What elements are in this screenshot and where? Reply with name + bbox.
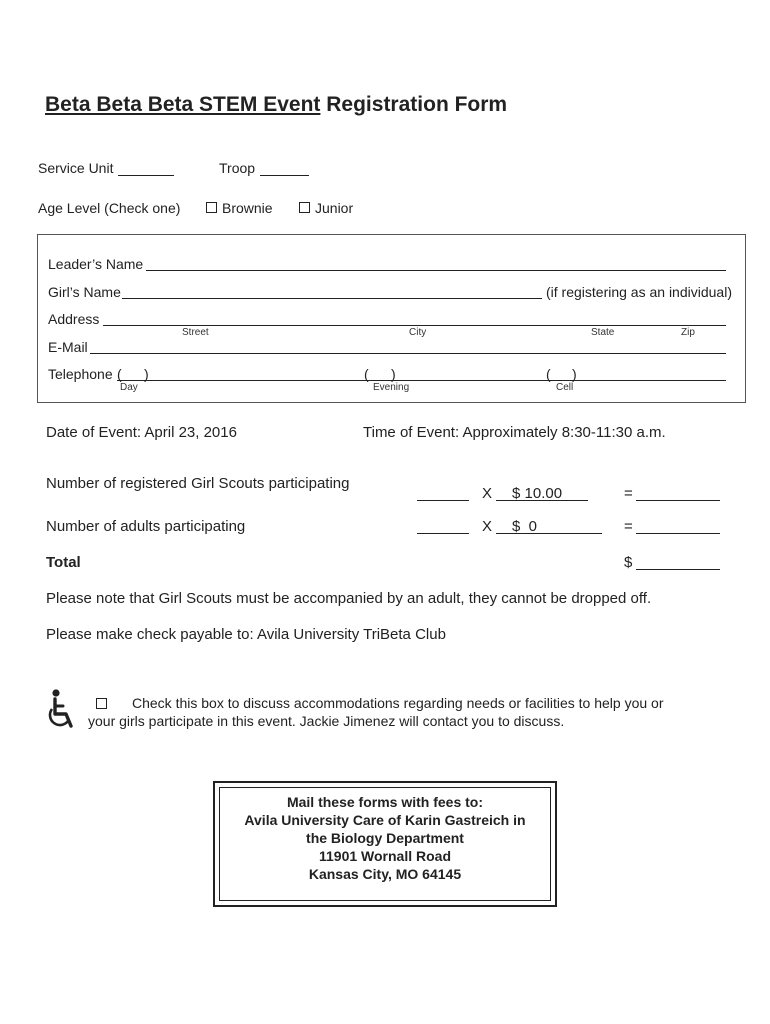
email-label: E-Mail <box>48 339 88 355</box>
address-label: Address <box>48 311 100 327</box>
scouts-count-field[interactable] <box>417 500 469 501</box>
leader-name-field[interactable] <box>146 270 726 271</box>
adults-times: X <box>482 518 493 535</box>
scouts-rate: $ 10.00 <box>512 485 563 502</box>
telephone-label: Telephone <box>48 366 113 382</box>
accommodation-line-1: Check this box to discuss accommodations regarding needs or facilities to help you or <box>132 695 664 711</box>
troop-field[interactable] <box>260 175 309 176</box>
title-rest: Registration Form <box>320 93 508 116</box>
check-payable-note: Please make check payable to: Avila University TriBeta Club <box>46 626 446 643</box>
mail-line-4: 11901 Wornall Road <box>318 848 451 864</box>
total-label: Total <box>46 554 81 571</box>
phone-sub-day: Day <box>120 382 138 393</box>
event-time: Time of Event: Approximately 8:30-11:30 a.m. <box>363 424 666 441</box>
event-date: Date of Event: April 23, 2016 <box>46 424 237 441</box>
phone-day-close-paren: ) <box>144 366 149 382</box>
mail-line-2: Avila University Care of Karin Gastreich in <box>244 812 526 828</box>
title-underlined: Beta Beta Beta STEM Event <box>45 93 321 116</box>
mailing-address-box <box>213 781 557 907</box>
phone-evening-open-paren: ( <box>364 366 369 382</box>
adults-equals: = <box>624 518 633 535</box>
leader-name-label: Leader’s Name <box>48 256 144 272</box>
adults-count-label: Number of adults participating <box>46 518 246 535</box>
page-title <box>45 93 507 117</box>
scouts-count-label: Number of registered Girl Scouts participating <box>46 475 350 492</box>
scouts-equals: = <box>624 485 633 502</box>
mail-line-3: the Biology Department <box>306 830 464 846</box>
adults-rate: $ 0 <box>512 518 538 535</box>
accommodation-line-2: your girls participate in this event. Jackie Jimenez will contact you to discuss. <box>88 713 565 729</box>
brownie-label: Brownie <box>222 200 273 216</box>
phone-cell-close-paren: ) <box>572 366 577 382</box>
adults-rate-underline <box>496 533 602 534</box>
total-currency: $ <box>624 554 633 571</box>
mailing-address-text <box>215 793 555 883</box>
adults-count-field[interactable] <box>417 533 469 534</box>
phone-sub-cell: Cell <box>556 382 574 393</box>
scouts-subtotal-field[interactable] <box>636 500 720 501</box>
girl-name-label: Girl’s Name <box>48 284 121 300</box>
phone-day-open-paren: ( <box>117 366 122 382</box>
troop-label: Troop <box>219 160 256 176</box>
phone-cell-open-paren: ( <box>546 366 551 382</box>
total-field[interactable] <box>636 569 720 570</box>
girl-name-note: (if registering as an individual) <box>546 284 732 300</box>
scouts-times: X <box>482 485 493 502</box>
brownie-checkbox[interactable] <box>206 202 217 213</box>
address-sub-street: Street <box>182 327 209 338</box>
email-field[interactable] <box>90 353 726 354</box>
wheelchair-icon <box>46 688 78 730</box>
mail-line-1: Mail these forms with fees to: <box>286 794 484 810</box>
accommodation-option[interactable] <box>96 696 112 712</box>
address-sub-zip: Zip <box>681 327 695 338</box>
address-field[interactable] <box>103 325 726 326</box>
mail-line-5: Kansas City, MO 64145 <box>308 866 462 882</box>
accommodation-checkbox[interactable] <box>96 698 107 709</box>
telephone-field[interactable] <box>117 380 726 381</box>
age-option-junior[interactable] <box>299 200 353 216</box>
junior-label: Junior <box>315 200 354 216</box>
age-level-label: Age Level (Check one) <box>38 200 181 216</box>
address-sub-city: City <box>409 327 427 338</box>
junior-checkbox[interactable] <box>299 202 310 213</box>
girl-name-field[interactable] <box>122 298 542 299</box>
address-sub-state: State <box>591 327 615 338</box>
adults-subtotal-field[interactable] <box>636 533 720 534</box>
phone-evening-close-paren: ) <box>391 366 396 382</box>
service-unit-field[interactable] <box>118 175 174 176</box>
adult-accompaniment-note: Please note that Girl Scouts must be accompanied by an adult, they cannot be dropped off. <box>46 590 652 607</box>
service-unit-label: Service Unit <box>38 160 114 176</box>
phone-sub-evening: Evening <box>373 382 410 393</box>
scouts-rate-underline <box>496 500 588 501</box>
age-option-brownie[interactable] <box>206 200 273 216</box>
